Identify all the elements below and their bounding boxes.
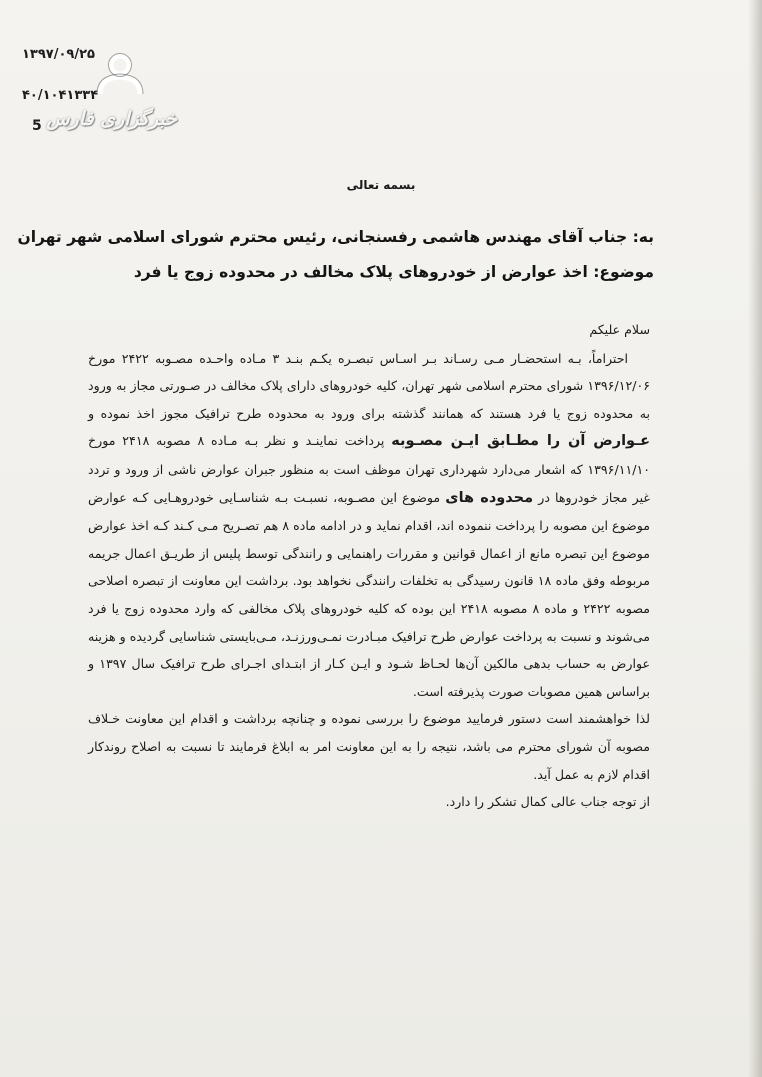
emphasis-fees-per-resolution: عـوارض آن را مطـابق ایـن مصـوبه: [391, 433, 651, 450]
body-paragraph-1: [88, 345, 650, 706]
greeting: سلام علیکم: [589, 322, 650, 337]
letter-body: [88, 316, 650, 816]
emphasis-zones: محدوده های: [445, 489, 534, 506]
paragraph-1-part-2: پرداخت نماینـد و نظر بـه مـاده ۸ مصوبه ۲۴۱۸ مورخ ۱۳۹۶/۱۱/۱۰ که اشعار می‌دارد شهرداری تهران موظف است به منظور جبران عوارض ناشی از ورود و تردد غیر مجاز خودروها در: [88, 433, 651, 505]
letter-number: ۴۰/۱۰۴۱۳۳۴: [22, 88, 99, 103]
attachment-count: 5: [32, 118, 42, 134]
body-paragraph-2: لذا خواهشمند است دستور فرمایید موضوع را بررسی نموده و چنانچه برداشت و اقدام این معاونت خـلاف مصوبه آن شورای محترم می باشد، نتیجه را به این معاونت امر به ابلاغ فرمایند تا نسبت به اصلاح روندکار اقدام لازم به عمل آید.: [88, 711, 650, 782]
letter-date: ۱۳۹۷/۰۹/۲۵: [22, 47, 95, 62]
letter-heading: بسمه تعالی: [346, 178, 416, 192]
fars-news-logo-icon: [92, 50, 148, 110]
addressee-line: به: جناب آقای مهندس هاشمی رفسنجانی، رئیس محترم شورای اسلامی شهر تهران: [17, 228, 654, 246]
page-edge-shadow: [748, 0, 762, 1077]
paragraph-1-part-3: موضوع این مصـوبه، نسبـت بـه شناسـایی خودروهـایی کـه عوارض موضوع این مصوبه را پرداخت ننموده اند، اقدام نماید و در ادامه ماده ۸ هم تصـریح مـی کـند کـه اخذ عوارض موضوع این تبصره مانع از اعمال قوانین و مقررات راهنمایی و رانندگی توسط پلیس از طریـق اعمال جریمه مربوطه وفق ماده ۱۸ قانون رسیدگی به تخلفات رانندگی نخواهد بود. برداشت این معاونت از تبصره اصلاحی مصوبه ۲۴۲۲ و ماده ۸ مصوبه ۲۴۱۸ این بوده که کلیه خودروهای پلاک مخالفی که وارد محدوده زوج یا فرد می‌شوند و نسبت به پرداخت عوارض طرح ترافیک مبـادرت نمـی‌ورزنـد، مـی‌بایستی شناسایی گردیده و هزینه عوارض به حساب بدهی مالکین آن‌ها لحـاظ شـود و ایـن کـار از ابتـدای اجـرای طرح ترافیک سال ۱۳۹۷ و براساس همین مصوبات صورت پذیرفته است.: [88, 489, 651, 699]
closing-line: از توجه جناب عالی کمال تشکر را دارد.: [445, 794, 650, 810]
subject-line: موضوع: اخذ عوارض از خودروهای پلاک مخالف در محدوده زوج یا فرد: [133, 263, 654, 281]
paragraph-1-part-1: احتراماً، بـه استحضـار مـی رسـاند بـر اسـاس تبصـره یکـم بنـد ۳ مـاده واحـده مصـوبه ۲۴۲۲ مورخ ۱۳۹۶/۱۲/۰۶ شورای محترم اسلامی شهر تهران، کلیه خودروهای دارای پلاک مخالف در صـورتی مجاز به ورود به محدوده زوج یا فرد هستند که همانند گذشته برای ورود به محدوده طرح ترافیک مجوز اخذ نموده و: [88, 350, 650, 421]
watermark-text: خبرگزاری فارس: [46, 108, 177, 130]
